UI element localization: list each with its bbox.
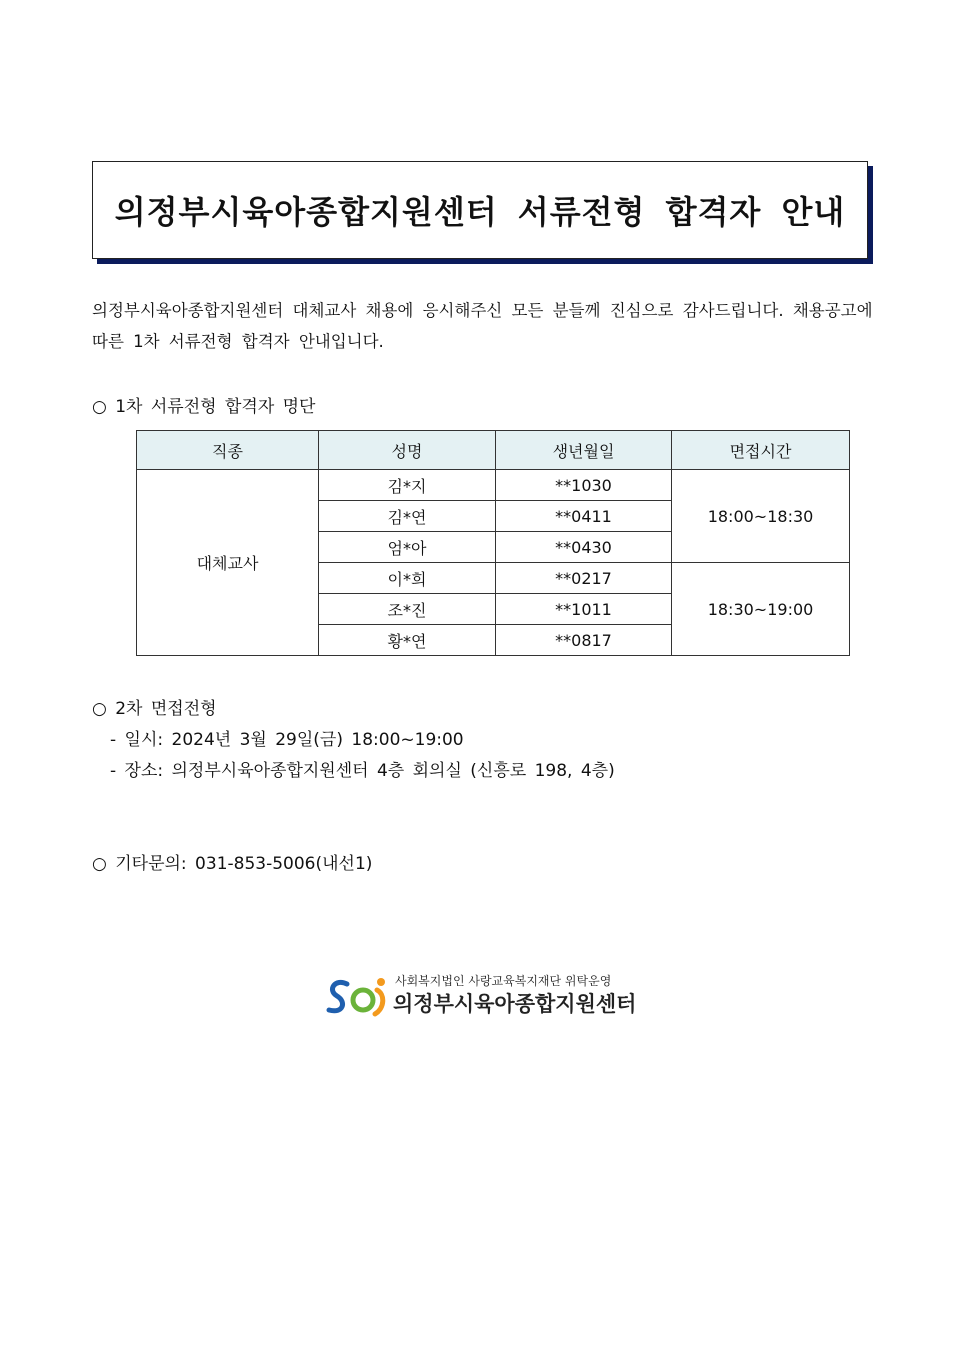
page-title: 의정부시육아종합지원센터 서류전형 합격자 안내 [114,193,846,231]
table-row [137,470,850,501]
name-cell: 김*연 [319,501,496,532]
header-birth: 생년월일 [496,431,672,470]
interview-date: - 일시: 2024년 3월 29일(금) 18:00~19:00 [110,730,464,750]
table-header-row [137,431,850,470]
header-time: 면접시간 [672,431,850,470]
header-job: 직종 [137,431,319,470]
organization-logo [325,972,655,1022]
birth-cell: **0817 [496,625,672,656]
name-cell: 이*희 [319,563,496,594]
logo-big-text: 의정부시육아종합지원센터 [393,992,637,1016]
logo-small-text: 사회복지법인 사랑교육복지재단 위탁운영 [395,974,612,988]
name-cell: 엄*아 [319,532,496,563]
birth-cell: **0430 [496,532,672,563]
interview-place: - 장소: 의정부시육아종합지원센터 4층 회의실 (신흥로 198, 4층) [110,761,615,781]
name-cell: 황*연 [319,625,496,656]
name-cell: 조*진 [319,594,496,625]
birth-cell: **0411 [496,501,672,532]
birth-cell: **1011 [496,594,672,625]
contact-info: ○ 기타문의: 031-853-5006(내선1) [92,854,373,874]
birth-cell: **1030 [496,470,672,501]
job-cell: 대체교사 [137,470,319,656]
intro-text: 의정부시육아종합지원센터 대체교사 채용에 응시해주신 모든 분들께 진심으로 감사드립니다. 채용공고에 따른 1차 서류전형 합격자 안내입니다. [92,301,873,351]
name-cell: 김*지 [319,470,496,501]
birth-cell: **0217 [496,563,672,594]
title-box [92,161,868,259]
header-name: 성명 [319,431,496,470]
section1-heading: ○ 1차 서류전형 합격자 명단 [92,397,316,417]
candidate-table [136,430,850,656]
time-cell: 18:00~18:30 [672,470,850,563]
time-cell: 18:30~19:00 [672,563,850,656]
section2-heading: ○ 2차 면접전형 [92,699,217,719]
soi-logo-icon [325,976,391,1018]
